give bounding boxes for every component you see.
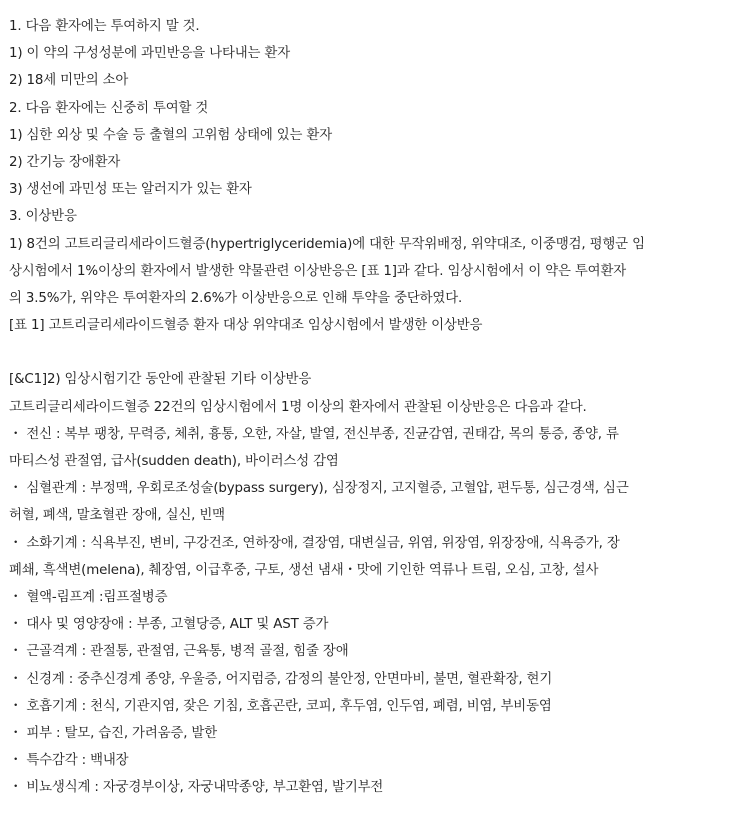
- document-body: [9, 13, 749, 801]
- contraindication-item: 2) 18세 미만의 소아: [9, 73, 129, 89]
- heading-adverse-reactions: 3. 이상반응: [9, 209, 77, 225]
- list-item: ・ 특수감각 : 백내장: [9, 753, 129, 769]
- list-item: ・ 신경계 : 중추신경계 종양, 우울증, 어지럼증, 감정의 불안정, 안면마비, 불면, 혈관확장, 현기: [9, 671, 553, 687]
- heading-precautions: 2. 다음 환자에는 신중히 투여할 것: [9, 100, 209, 116]
- table-caption: [표 1] 고트리글리세라이드혈증 환자 대상 위약대조 임상시험에서 발생한 이상반응: [9, 318, 483, 334]
- blank-line: [9, 339, 749, 366]
- list-item: ・ 혈액-림프계 :림프절병증: [9, 589, 168, 605]
- list-item: ・ 피부 : 탈모, 습진, 가려움증, 발한: [9, 725, 217, 741]
- list-item-continuation: 마티스성 관절염, 급사(sudden death), 바이러스성 감염: [9, 454, 339, 469]
- list-item: ・ 비뇨생식계 : 자궁경부이상, 자궁내막종양, 부고환염, 발기부전: [9, 780, 384, 796]
- paragraph-line: 고트리글리세라이드혈증 22건의 임상시험에서 1명 이상의 환자에서 관찰된 이상반응은 다음과 같다.: [9, 399, 587, 415]
- list-item: ・ 대사 및 영양장애 : 부종, 고혈당증, ALT 및 AST 증가: [9, 617, 329, 633]
- list-item: ・ 소화기계 : 식욕부진, 변비, 구강건조, 연하장애, 결장염, 대변실금, 위염, 위장염, 위장장애, 식욕증가, 장: [9, 535, 620, 551]
- contraindication-item: 1) 이 약의 구성성분에 과민반응을 나타내는 환자: [9, 46, 291, 62]
- list-item: ・ 호흡기계 : 천식, 기관지염, 잦은 기침, 호흡곤란, 코피, 후두염, 인두염, 폐렴, 비염, 부비동염: [9, 698, 552, 714]
- list-item: ・ 근골격계 : 관절통, 관절염, 근육통, 병적 골절, 힘줄 장애: [9, 644, 349, 660]
- paragraph-line: 상시험에서 1%이상의 환자에서 발생한 약물관련 이상반응은 [표 1]과 같다. 임상시험에서 이 약은 투여환자: [9, 263, 627, 279]
- list-item-continuation: 폐쇄, 흑색변(melena), 췌장염, 이급후중, 구토, 생선 냄새・맛에 기인한 역류나 트림, 오심, 고창, 설사: [9, 562, 599, 578]
- subheading-other-reactions: [&C1]2) 임상시험기간 동안에 관찰된 기타 이상반응: [9, 372, 312, 388]
- list-item-continuation: 허혈, 폐색, 말초혈관 장애, 실신, 빈맥: [9, 508, 225, 524]
- list-item: ・ 심혈관계 : 부정맥, 우회로조성술(bypass surgery), 심장정지, 고지혈증, 고혈압, 편두통, 심근경색, 심근: [9, 481, 629, 497]
- heading-contraindications: 1. 다음 환자에는 투여하지 말 것.: [9, 19, 200, 34]
- precaution-item: 2) 간기능 장애환자: [9, 154, 121, 170]
- precaution-item: 1) 심한 외상 및 수술 등 출혈의 고위험 상태에 있는 환자: [9, 127, 332, 143]
- paragraph-line: 1) 8건의 고트리글리세라이드혈증(hypertriglyceridemia)에 대한 무작위배정, 위약대조, 이중맹검, 평행군 임: [9, 236, 645, 252]
- precaution-item: 3) 생선에 과민성 또는 알러지가 있는 환자: [9, 182, 252, 198]
- paragraph-line: 의 3.5%가, 위약은 투여환자의 2.6%가 이상반응으로 인해 투약을 중단하였다.: [9, 290, 463, 306]
- list-item: ・ 전신 : 복부 팽창, 무력증, 체취, 흉통, 오한, 자살, 발열, 전신부종, 진균감염, 권태감, 목의 통증, 종양, 류: [9, 426, 619, 442]
